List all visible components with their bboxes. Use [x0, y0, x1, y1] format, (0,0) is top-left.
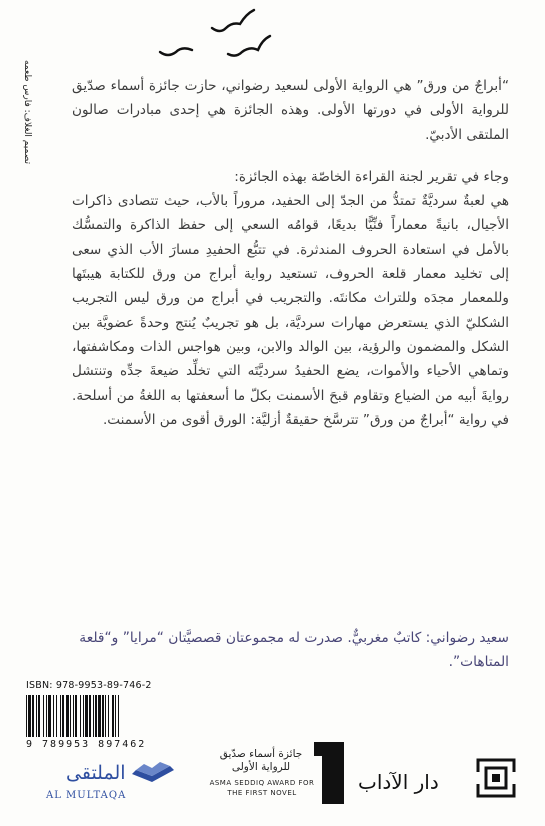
open-book-icon: [130, 758, 176, 788]
award-number-one: [322, 742, 344, 804]
dar-al-adab-logo-icon: [476, 758, 516, 798]
isbn-text: ISBN: 978-9953-89-746-2: [26, 680, 152, 691]
al-multaqa-english: AL MULTAQA: [46, 790, 127, 801]
al-multaqa-logo: [32, 752, 180, 812]
al-multaqa-arabic: الملتقى: [66, 762, 126, 784]
barcode-bar: [119, 695, 120, 737]
isbn-barcode-block: [26, 680, 196, 750]
blurb-lead: وجاء في تقرير لجنة القراءة الخاصّة بهذه الجائزة:: [234, 168, 509, 185]
blurb-intro: “أبراجٌ من ورق” هي الرواية الأولى لسعيد رضواني، حازت جائزة أسماء صدّيق للرواية الأولى في دورتها الأولى. وهذه الجائزة هي إحدى مبادرات صالون الملتقى الأدبيّ.: [72, 78, 509, 143]
publisher-name: دار الآداب: [358, 770, 439, 794]
book-blurb: [72, 74, 509, 432]
author-bio-text: سعيد رضواني: كاتبٌ مغربيٌّ. صدرت له مجموعتان قصصيَّتان “مرايا” و“قلعة المتاهات”.: [79, 630, 509, 670]
award-arabic: جائزة أسماء صدّيق للرواية الأولى: [219, 748, 303, 773]
birds-illustration: [150, 4, 290, 74]
author-bio: [46, 626, 509, 674]
barcode: [26, 695, 196, 737]
cover-design-credit: تصميم الغلاف: فارس طعمه: [22, 59, 32, 165]
barcode-digits: 9 789953 897462: [26, 739, 147, 750]
award-english: ASMA SEDDIQ AWARD FOR THE FIRST NOVEL: [209, 779, 315, 797]
blurb-body: هي لعبةٌ سرديَّةٌ تمتدُّ من الجدّ إلى الحفيد، مروراً بالأب، حيث تتصادى ذاكرات الأجيال، بانيةً معماراً فنِّيًّا بديعًا، قوامُه السعي إلى حفظ الذاكرة والتمسُّك بالأمل في استعادة الحروف المندثرة. في تتبُّع الحفيدِ مسارَ الأب الذي سعى إلى تخليد معمار قلعة الحروف، تستعيد رواية أبراج من ورق للكتابة هيبتَها وللمعمار مجدَه وللتراث مكانتَه. والتجريب في أبراج من ورق ليس التجريب الشكليّ الذي يستعرض مهارات سرديَّة، بل هو تجريبٌ يُنتج وحدةً عضويَّة بين الشكل والمضمون والرؤية، بين الوالد والابن، وبين هواجس الذات ومكاشفتها، وتماهي الأحياء والأموات، يضع الحفيدُ سرديَّتَه التي تخلِّد ضيعةَ جدِّه وتنتشل روايةَ أبيه من الضياع وتقاوم قبحَ الأسمنت بكلّ ما أسعفتها به اللغةُ من أسلحة. في رواية “أبراجٌ من ورق” تترسَّخ حقيقةٌ أزليَّة: الورق أقوى من الأسمنت.: [72, 193, 509, 428]
asma-seddiq-award-logo: [200, 740, 350, 810]
